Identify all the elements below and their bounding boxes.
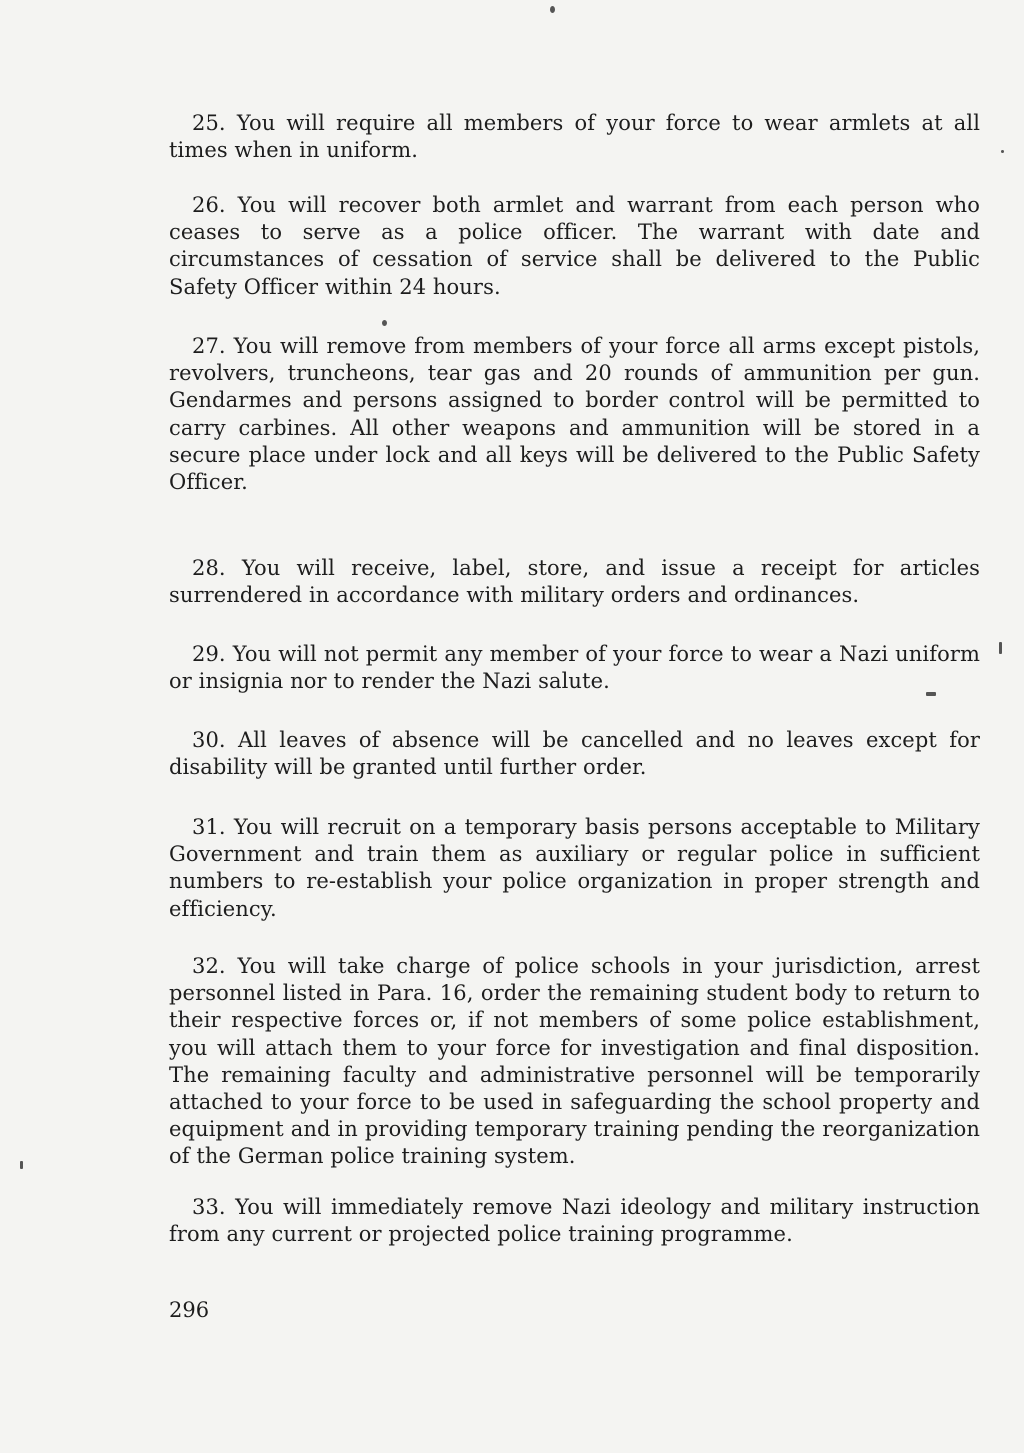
paragraph-text: You will not permit any member of your force to wear a Nazi uniform or insignia nor to render the Nazi salute. (169, 642, 980, 694)
paragraph-number: 27. (192, 334, 226, 358)
paragraph-text: You will require all members of your force to wear armlets at all times when in uniform. (169, 111, 981, 163)
paragraph-text: All leaves of absence will be cancelled and no leaves except for disability will be granted until further order. (169, 728, 980, 780)
paragraph-number: 31. (192, 815, 226, 839)
scan-speck (1001, 150, 1004, 153)
paragraph-30 (169, 727, 980, 781)
paragraph-text: You will remove from members of your force all arms except pistols, revolvers, truncheons, tear gas and 20 rounds of ammunition per gun. Gendarmes and persons assigned to border control will be permitted to carry carbines. All other weapons and ammunition will be stored in a secure place under lock and all keys will be delivered to the Public Safety Officer. (169, 334, 981, 495)
paragraph-text: You will take charge of police schools in your jurisdiction, arrest personnel listed in Para. 16, order the remaining student body to return to their respective forces or, if not members of some police establishment, you will attach them to your force for investigation and final disposition. The remaining faculty and administrative personnel will be temporarily attached to your force to be used in safeguarding the school property and equipment and in providing temporary training pending the reorganization of the German police training system. (169, 954, 980, 1169)
paragraph-25 (169, 110, 980, 164)
paragraph-text: You will immediately remove Nazi ideology and military instruction from any current or projected police training programme. (169, 1195, 980, 1247)
scan-speck (926, 692, 936, 696)
scan-speck (20, 1161, 23, 1169)
paragraph-27 (169, 333, 980, 496)
scan-speck (550, 6, 555, 13)
paragraph-29 (169, 641, 980, 695)
scan-speck (382, 320, 387, 326)
paragraph-number: 30. (192, 728, 226, 752)
paragraph-number: 33. (192, 1195, 226, 1219)
paragraph-33 (169, 1194, 980, 1248)
paragraph-31 (169, 814, 980, 923)
paragraph-32 (169, 953, 980, 1171)
paragraph-number: 28. (192, 556, 226, 580)
paragraph-number: 32. (192, 954, 226, 978)
paragraph-number: 29. (192, 642, 226, 666)
paragraph-text: You will recruit on a temporary basis persons acceptable to Military Government and train them as auxiliary or regular police in sufficient numbers to re-establish your police organization in proper strength and efficiency. (169, 815, 981, 921)
paragraph-text: You will recover both armlet and warrant from each person who ceases to serve as a police officer. The warrant with date and circumstances of cessation of service shall be delivered to the Public Safety Officer within 24 hours. (169, 193, 980, 299)
paragraph-28 (169, 555, 980, 609)
page-number: 296 (169, 1298, 210, 1322)
scan-speck (999, 642, 1002, 654)
paragraph-number: 26. (192, 193, 226, 217)
paragraph-number: 25. (192, 111, 226, 135)
paragraph-26 (169, 192, 980, 301)
paragraph-text: You will receive, label, store, and issue a receipt for articles surrendered in accordance with military orders and ordinances. (169, 556, 981, 608)
